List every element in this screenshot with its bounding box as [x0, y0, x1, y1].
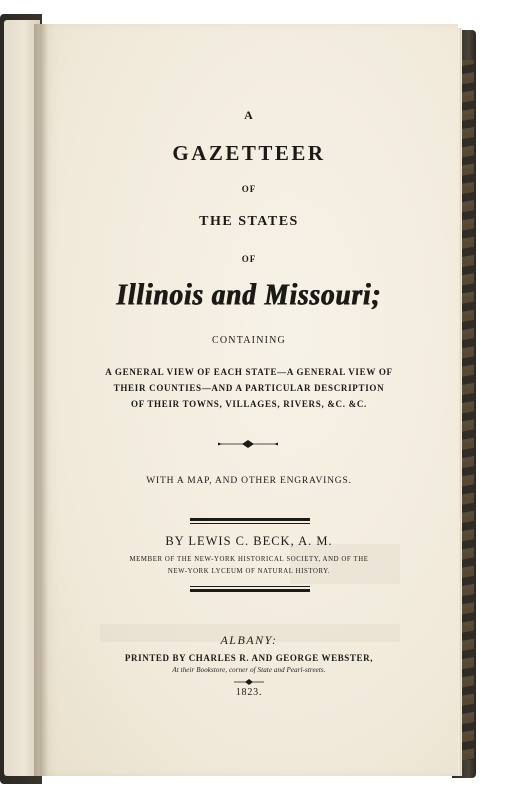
divider-rule-top [190, 518, 310, 524]
description-line: OF THEIR TOWNS, VILLAGES, RIVERS, &C. &C. [131, 399, 367, 409]
author-membership: MEMBER OF THE NEW-YORK HISTORICAL SOCIETY, AND OF THE [129, 556, 369, 563]
illustrations-note: WITH A MAP, AND OTHER ENGRAVINGS. [146, 476, 352, 486]
title-page [40, 24, 458, 776]
marbled-edge [462, 60, 474, 760]
title-the-states: THE STATES [199, 214, 299, 229]
imprint-printer: PRINTED BY CHARLES R. AND GEORGE WEBSTER, [124, 653, 374, 663]
imprint-year: 1823. [235, 687, 263, 698]
show-through-stain [290, 544, 400, 584]
title-of: OF [241, 184, 257, 194]
imprint-place: ALBANY: [220, 633, 278, 647]
author-membership: NEW-YORK LYCEUM OF NATURAL HISTORY. [167, 568, 331, 575]
description-line: THEIR COUNTIES—AND A PARTICULAR DESCRIPTION [113, 383, 385, 393]
small-ornament-icon [234, 678, 264, 686]
gutter-shadow [34, 24, 48, 776]
ornament-icon [218, 439, 278, 449]
main-title: GAZETTEER [172, 141, 326, 165]
containing-label: CONTAINING [212, 335, 286, 346]
author-line: BY LEWIS C. BECK, A. M. [165, 534, 333, 548]
title-of-second: OF [241, 254, 257, 264]
state-names-blackletter: Illinois and Missouri; [116, 276, 382, 312]
divider-rule-bottom [190, 586, 310, 592]
imprint-bookstore: At their Bookstore, corner of State and Pearl-streets. [172, 666, 326, 674]
title-article: A [244, 108, 254, 122]
description-line: A GENERAL VIEW OF EACH STATE—A GENERAL VIEW OF [105, 367, 393, 377]
